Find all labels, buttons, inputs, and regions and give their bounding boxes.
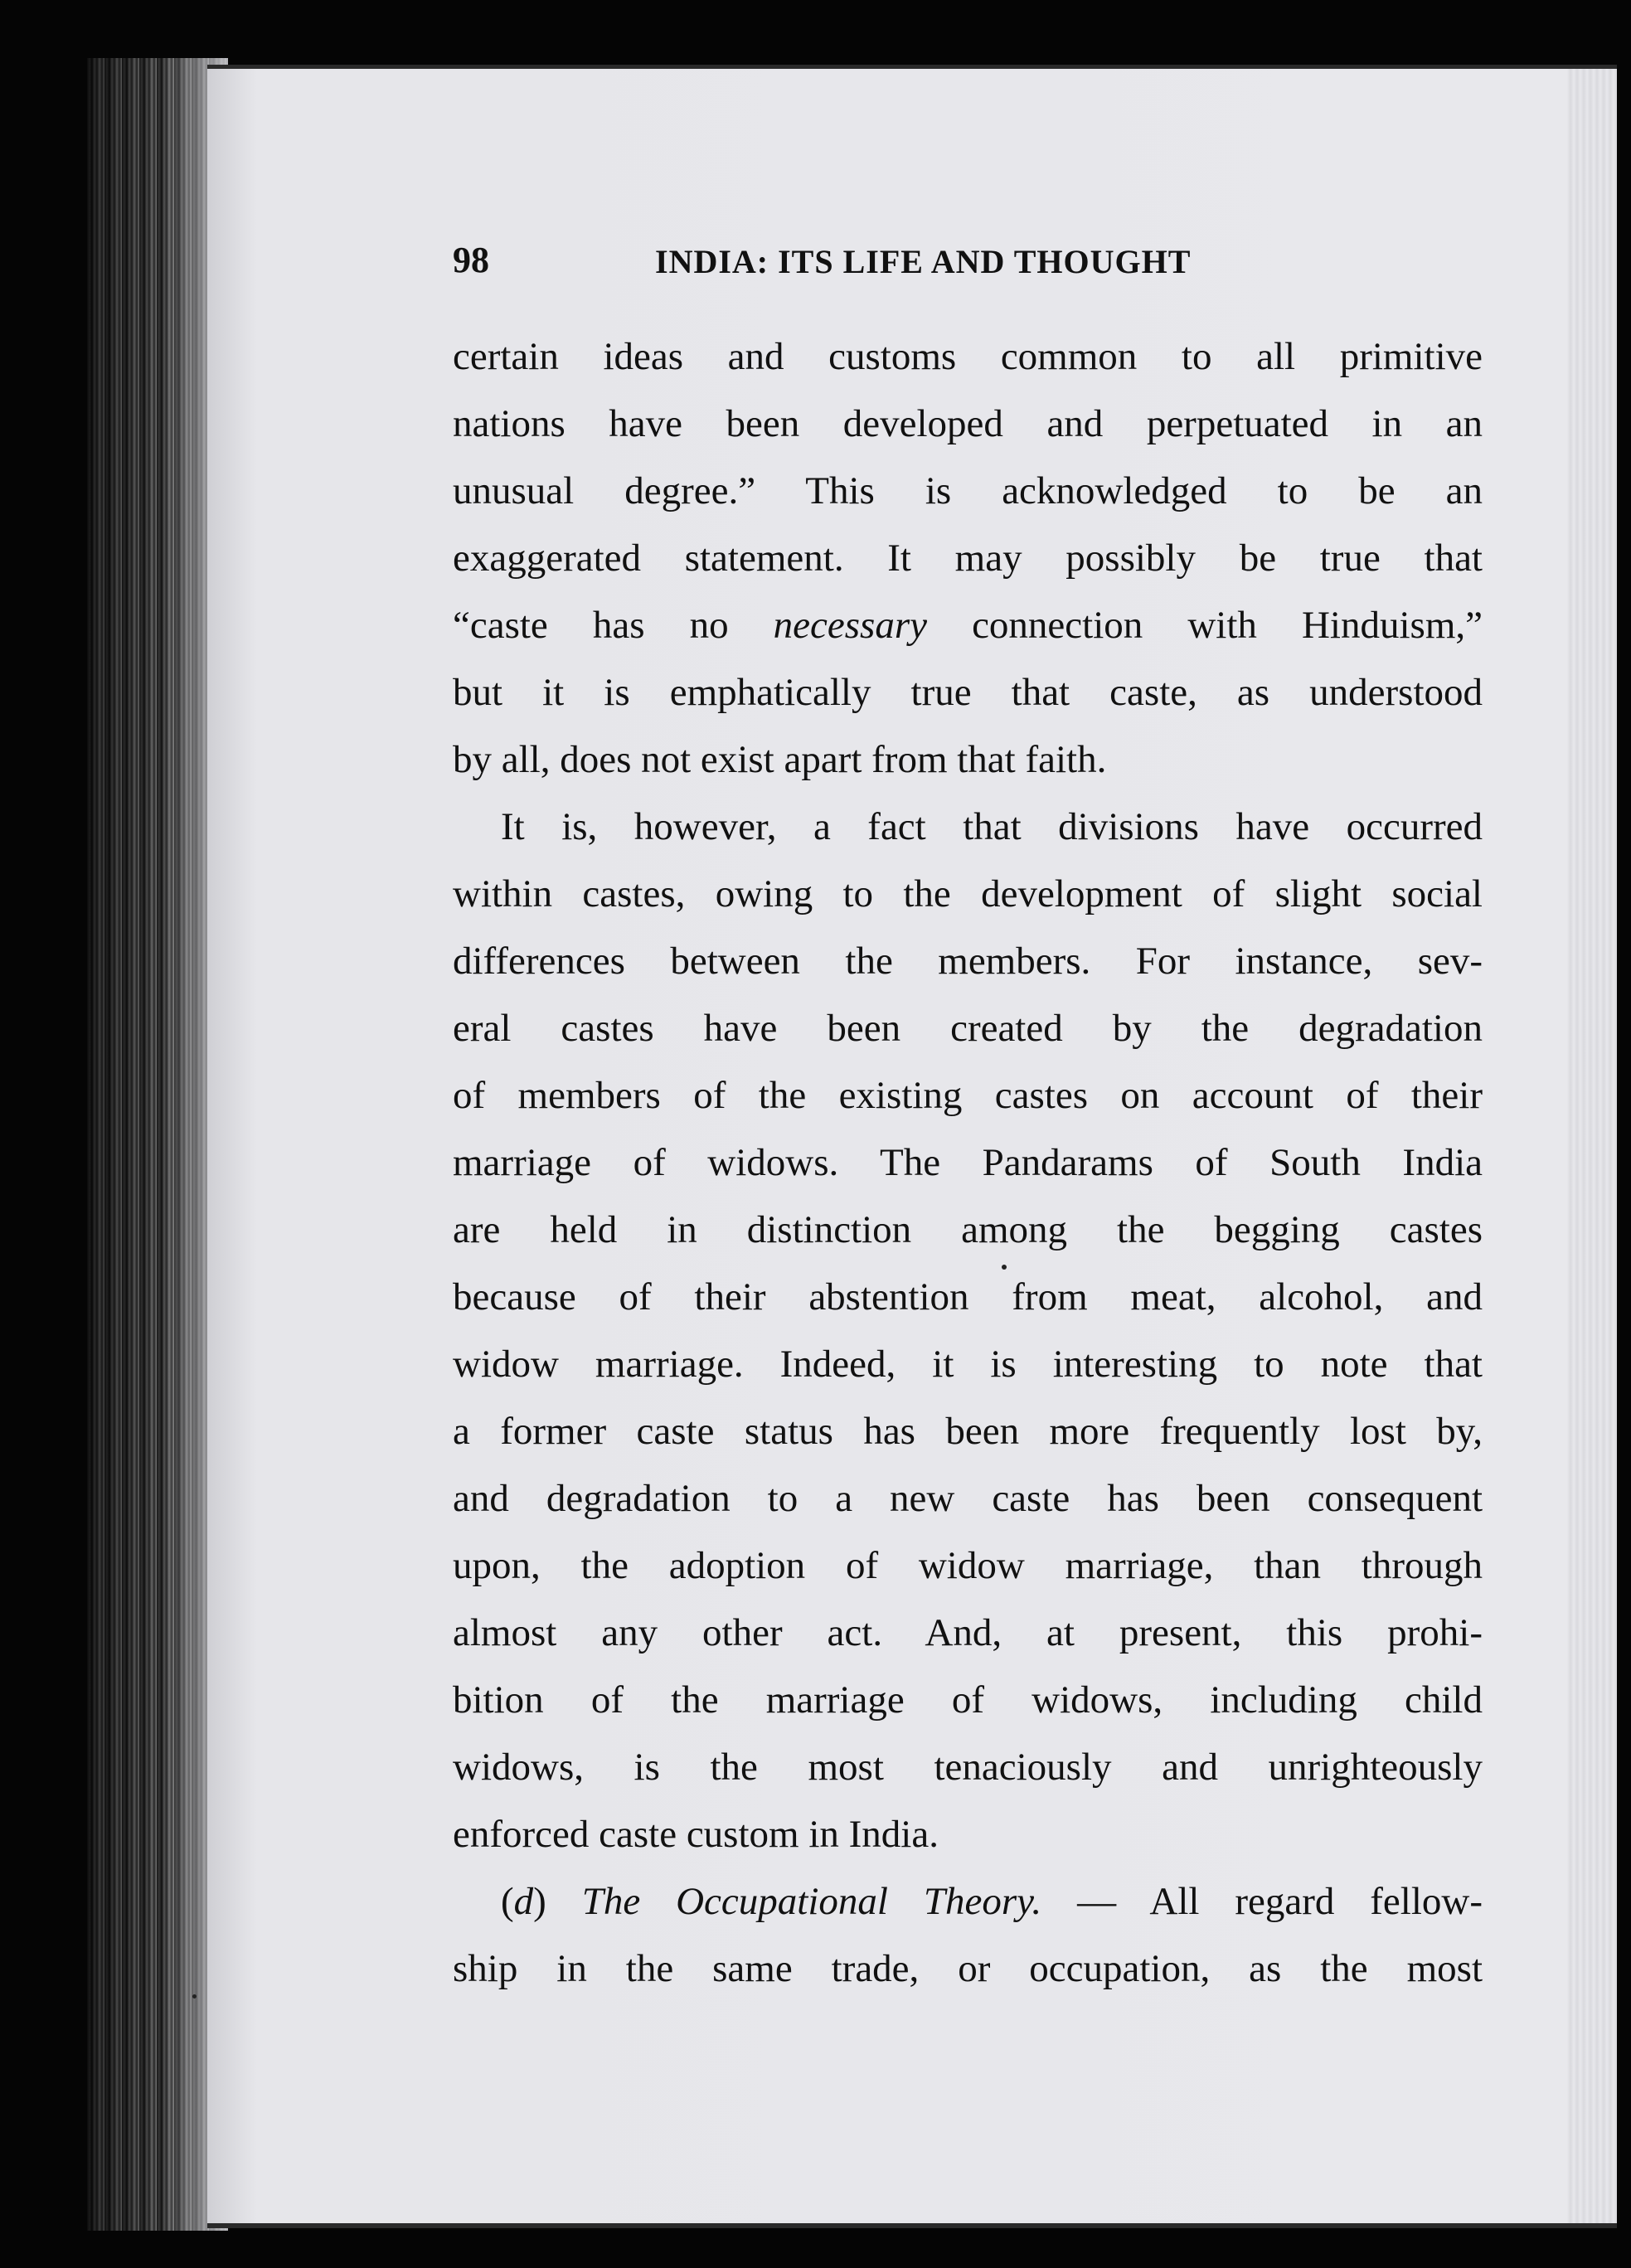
text-segment: ( bbox=[501, 1880, 514, 1923]
text-line-6: but it is emphatically true that caste, as understood bbox=[453, 671, 1483, 714]
section-heading-italic: The Occupational Theory. bbox=[581, 1880, 1042, 1923]
text-line-9: within castes, owing to the development of slight social bbox=[453, 872, 1483, 915]
text-line-17: a former caste status has been more frequently lost by, bbox=[453, 1410, 1483, 1453]
text-line-3: unusual degree.” This is acknowledged to be an bbox=[453, 469, 1483, 512]
text-line-18: and degradation to a new caste has been consequent bbox=[453, 1477, 1483, 1520]
text-line-12: of members of the existing castes on account of their bbox=[453, 1074, 1483, 1117]
text-line-15: because of their abstention from meat, alcohol, and bbox=[453, 1275, 1483, 1319]
text-line-13: marriage of widows. The Pandarams of South India bbox=[453, 1141, 1483, 1184]
text-segment: “caste has no bbox=[453, 604, 774, 647]
italic-letter: d bbox=[513, 1880, 534, 1923]
text-line-8: It is, however, a fact that divisions have occurred bbox=[501, 805, 1483, 848]
text-line-2: nations have been developed and perpetuated in an bbox=[453, 402, 1483, 445]
running-head bbox=[453, 239, 1282, 289]
text-segment: ) bbox=[533, 1880, 582, 1923]
page-number: 98 bbox=[453, 240, 489, 280]
scan-speck bbox=[192, 1994, 197, 1998]
text-line-23: enforced caste custom in India. bbox=[453, 1813, 939, 1856]
text-line-5 bbox=[453, 592, 1483, 659]
text-line-10: differences between the members. For instance, sev- bbox=[453, 940, 1483, 983]
text-line-4: exaggerated statement. It may possibly be true that bbox=[453, 537, 1483, 580]
running-head-title: INDIA: ITS LIFE AND THOUGHT bbox=[655, 243, 1192, 280]
text-line-21: bition of the marriage of widows, including child bbox=[453, 1678, 1483, 1722]
text-segment: connection with Hinduism,” bbox=[927, 604, 1483, 647]
text-line-22: widows, is the most tenaciously and unrighteously bbox=[453, 1746, 1483, 1789]
text-line-25: ship in the same trade, or occupation, as the most bbox=[453, 1947, 1483, 1990]
text-line-20: almost any other act. And, at present, this prohi- bbox=[453, 1611, 1483, 1654]
italic-emphasis: necessary bbox=[773, 604, 927, 647]
text-segment: — All regard fellow- bbox=[1041, 1880, 1483, 1923]
scan-speck bbox=[1002, 1265, 1007, 1270]
body-text bbox=[453, 323, 1483, 2003]
text-line-11: eral castes have been created by the degradation bbox=[453, 1007, 1483, 1050]
text-line-7: by all, does not exist apart from that faith. bbox=[453, 738, 1107, 781]
text-line-1: certain ideas and customs common to all primitive bbox=[453, 335, 1483, 378]
text-line-24 bbox=[453, 1868, 1483, 1935]
text-line-19: upon, the adoption of widow marriage, than through bbox=[453, 1544, 1483, 1587]
text-line-16: widow marriage. Indeed, it is interesting to note that bbox=[453, 1343, 1483, 1386]
text-line-14: are held in distinction among the begging castes bbox=[453, 1208, 1483, 1251]
